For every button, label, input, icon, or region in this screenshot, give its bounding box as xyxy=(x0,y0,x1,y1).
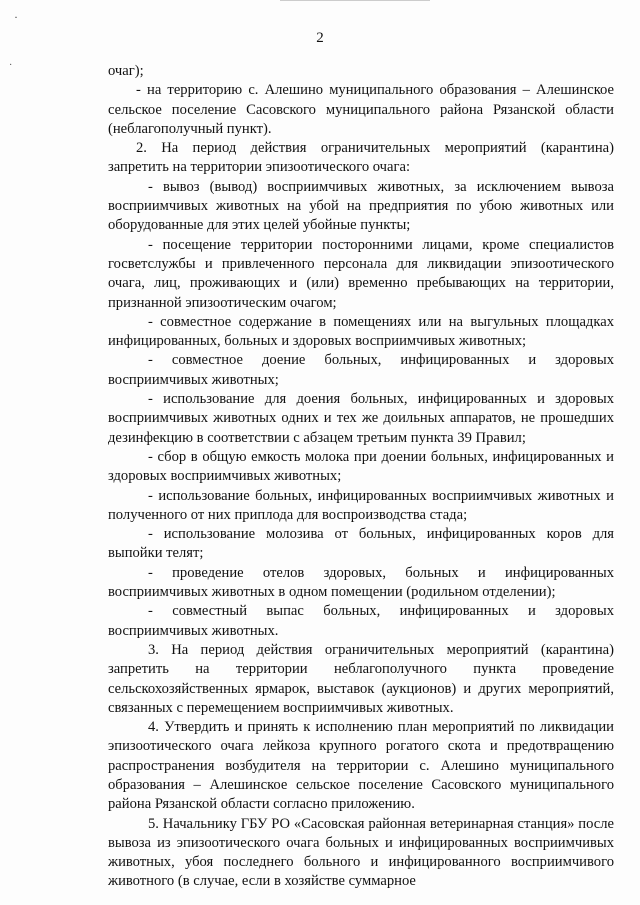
paragraph: очаг); xyxy=(108,63,144,79)
paragraph: - посещение территории посторонними лицами, кроме специалистов госветслужбы и привлеченного персонала для ликвидации эпизоотического очага, лиц, проживающих и (или) временно пребывающих на территории, признанной эпизоотическим очагом; xyxy=(108,236,614,311)
paragraph: - использование больных, инфицированных восприимчивых животных и полученного от них приплода для воспроизводства стада; xyxy=(108,487,614,523)
paragraph: - совместное содержание в помещениях или на выгульных площадках инфицированных, больных и здоровых восприимчивых животных; xyxy=(108,313,614,350)
paragraph: 3. На период действия ограничительных мероприятий (карантина) запретить на территории неблагополучного пункта проведение сельскохозяйственных ярмарок, выставок (аукционов) и других мероприятий, связанных с перемещением восприимчивых животных. xyxy=(108,641,614,716)
scan-edge-line xyxy=(280,0,430,1)
scan-artifact-mark: · xyxy=(14,10,18,24)
paragraph: - проведение отелов здоровых, больных и инфицированных восприимчивых животных в одном помещении (родильном отделении); xyxy=(108,564,614,601)
paragraph: - совместный выпас больных, инфицированных и здоровых восприимчивых животных. xyxy=(108,603,614,639)
scan-artifact-mark-2: · xyxy=(9,60,13,71)
paragraph: 5. Начальнику ГБУ РО «Сасовская районная ветеринарная станция» после вывоза из эпизоотического очага больных и инфицированных восприимчивых животных, убоя последнего больного и инфицированного восприимчивого животного (в случае, если в хозяйстве суммарное xyxy=(108,815,614,890)
paragraph: - вывоз (вывод) восприимчивых животных, за исключением вывоза восприимчивых животных на убой на предприятия по убою животных или оборудованные для этих целей убойные пункты; xyxy=(108,178,614,234)
paragraph: - использование молозива от больных, инфицированных коров для выпойки телят; xyxy=(108,526,614,562)
paragraph: - использование для доения больных, инфицированных и здоровых восприимчивых животных одних и тех же доильных аппаратов, не прошедших дезинфекцию в соответствии с абзацем третьим пункта 39 Правил; xyxy=(108,391,614,446)
paragraph: - на территорию с. Алешино муниципального образования – Алешинское сельское поселение Сасовского муниципального района Рязанской области (неблагополучный пункт). xyxy=(108,82,614,137)
document-body xyxy=(108,62,614,892)
paragraph: 2. На период действия ограничительных мероприятий (карантина) запретить на территории эпизоотического очага: xyxy=(108,140,614,176)
paragraph: - совместное доение больных, инфицированных и здоровых восприимчивых животных; xyxy=(108,352,614,388)
paragraph: 4. Утвердить и принять к исполнению план мероприятий по ликвидации эпизоотического очага лейкоза крупного рогатого скота и предотвращению распространения возбудителя на территории с. Алешино муниципального образования – Алешинское сельское поселение Сасовского муниципального района Рязанской области согласно приложению. xyxy=(108,719,614,813)
paragraph: - сбор в общую емкость молока при доении больных, инфицированных и здоровых восприимчивых животных; xyxy=(108,448,614,485)
page-number: 2 xyxy=(316,30,324,46)
